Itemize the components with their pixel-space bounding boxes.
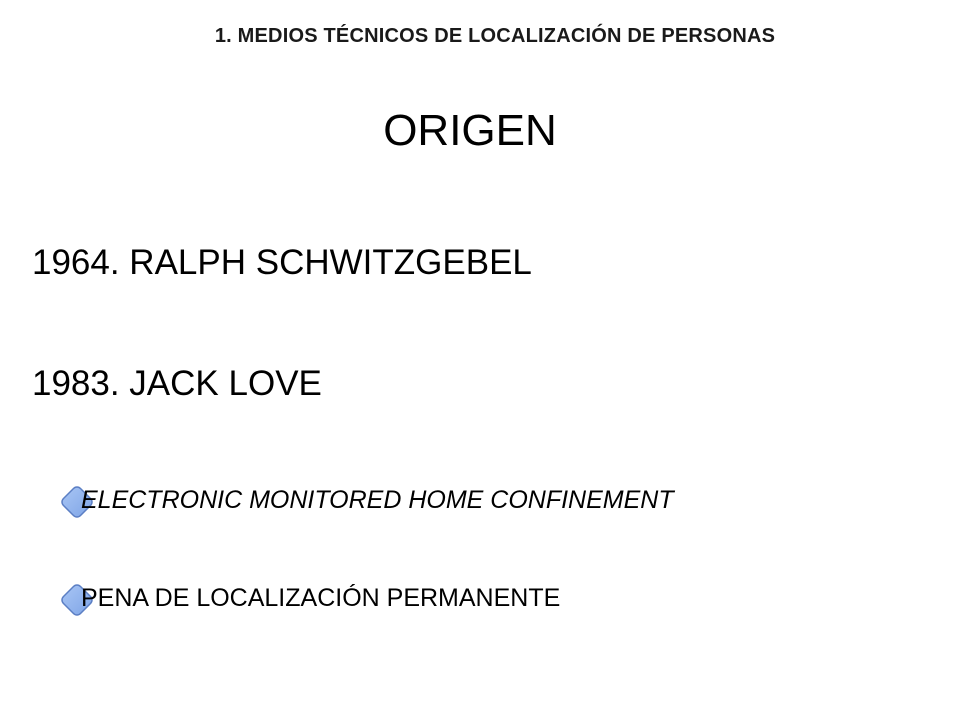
- list-item: 1964. RALPH SCHWITZGEBEL: [32, 243, 532, 282]
- sub-list-item-text: PENA DE LOCALIZACIÓN PERMANENTE: [81, 584, 561, 612]
- sub-list-item-text: ELECTRONIC MONITORED HOME CONFINEMENT: [81, 486, 674, 514]
- slide-title: ORIGEN: [383, 106, 557, 155]
- list-item: 1983. JACK LOVE: [32, 364, 322, 403]
- section-title: 1. MEDIOS TÉCNICOS DE LOCALIZACIÓN DE PERSONAS: [214, 25, 776, 47]
